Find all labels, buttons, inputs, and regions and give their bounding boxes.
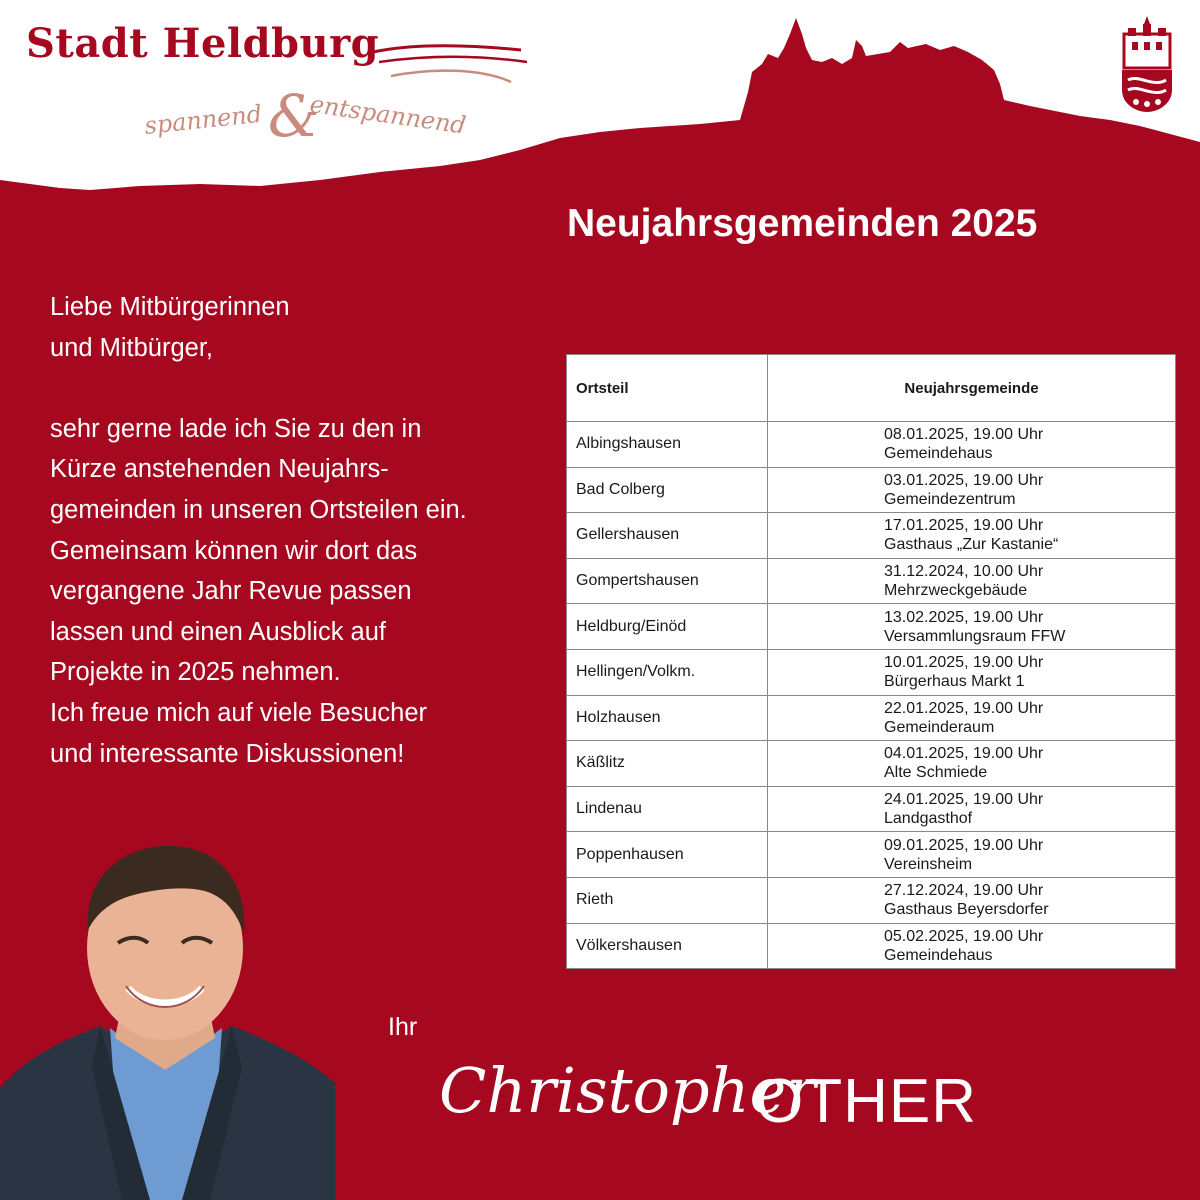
signature-surname: OTHER [755, 1067, 977, 1136]
event-date: 04.01.2025, 19.00 Uhr [884, 745, 1044, 763]
salutation-line-1: Liebe Mitbürgerinnen [50, 293, 290, 321]
ortsteil-cell: Lindenau [567, 786, 768, 832]
event-date: 09.01.2025, 19.00 Uhr [884, 836, 1044, 854]
event-venue: Gasthaus „Zur Kastanie“ [884, 536, 1059, 554]
event-venue: Gemeindezentrum [884, 490, 1016, 508]
ortsteil-cell: Käßlitz [567, 741, 768, 787]
event-venue: Gemeindehaus [884, 946, 993, 964]
event-venue: Vereinsheim [884, 855, 973, 873]
tagline-right: entspannend [308, 90, 468, 140]
table-row [567, 923, 1176, 969]
events-table [566, 354, 1176, 969]
event-date: 24.01.2025, 19.00 Uhr [884, 791, 1044, 809]
signature [435, 1032, 816, 1147]
table-row [567, 695, 1176, 741]
event-cell [768, 513, 1176, 559]
table-row [567, 877, 1176, 923]
logo-swoosh [371, 42, 531, 92]
event-date: 03.01.2025, 19.00 Uhr [884, 471, 1044, 489]
event-venue: Gasthaus Beyersdorfer [884, 901, 1049, 919]
event-cell [768, 923, 1176, 969]
town-crest-icon [1118, 14, 1176, 114]
tagline-amp: & [268, 82, 320, 150]
column-header-neujahrsgemeinde: Neujahrsgemeinde [768, 355, 1176, 422]
event-cell [768, 467, 1176, 513]
event-cell [768, 832, 1176, 878]
event-date: 08.01.2025, 19.00 Uhr [884, 426, 1044, 444]
salutation-line-2: und Mitbürger, [50, 333, 214, 362]
event-date: 10.01.2025, 19.00 Uhr [884, 654, 1044, 672]
ortsteil-cell: Holzhausen [567, 695, 768, 741]
page-title: Neujahrsgemeinden 2025 [567, 202, 1038, 245]
event-date: 31.12.2024, 10.00 Uhr [884, 563, 1044, 581]
logo-title: Stadt Heldburg [26, 20, 380, 67]
event-date: 22.01.2025, 19.00 Uhr [884, 699, 1044, 717]
table-row [567, 786, 1176, 832]
table-row [567, 422, 1176, 468]
letter-line: gemeinden in unseren Ortsteilen ein. [50, 495, 467, 524]
event-cell [768, 877, 1176, 923]
table-row [567, 649, 1176, 695]
event-venue: Mehrzweckgebäude [884, 582, 1028, 600]
signature-text: Christopher [439, 1054, 816, 1127]
table-row [567, 741, 1176, 787]
event-cell [768, 741, 1176, 787]
table-row [567, 467, 1176, 513]
ortsteil-cell: Rieth [567, 877, 768, 923]
ortsteil-cell: Albingshausen [567, 422, 768, 468]
event-venue: Gemeindehaus [884, 445, 993, 463]
tagline-left: spannend [143, 99, 264, 140]
event-date: 27.12.2024, 19.00 Uhr [884, 882, 1044, 900]
invitation-letter [50, 287, 550, 774]
event-venue: Alte Schmiede [884, 764, 988, 782]
event-cell [768, 604, 1176, 650]
table-row [567, 604, 1176, 650]
letter-line: Kürze anstehenden Neujahrs- [50, 455, 389, 484]
table-row [567, 832, 1176, 878]
ortsteil-cell: Hellingen/Volkm. [567, 649, 768, 695]
event-cell [768, 558, 1176, 604]
table-row [567, 558, 1176, 604]
letter-line: lassen und einen Ausblick auf [50, 617, 386, 646]
ortsteil-cell: Bad Colberg [567, 467, 768, 513]
events-table-container [566, 354, 1175, 969]
column-header-ortsteil: Ortsteil [567, 355, 768, 422]
event-venue: Versammlungsraum FFW [884, 627, 1066, 645]
portrait-photo [0, 838, 335, 1200]
table-row [567, 513, 1176, 559]
event-cell [768, 422, 1176, 468]
event-venue: Bürgerhaus Markt 1 [884, 673, 1025, 691]
closing-ihr: Ihr [388, 1013, 418, 1041]
city-logo [26, 20, 526, 150]
letter-line: Ich freue mich auf viele Besucher [50, 698, 428, 727]
table-header-row [567, 355, 1176, 422]
event-venue: Gemeinderaum [884, 718, 995, 736]
letter-line: vergangene Jahr Revue passen [50, 577, 412, 606]
letter-line: sehr gerne lade ich Sie zu den in [50, 414, 422, 443]
event-cell [768, 649, 1176, 695]
ortsteil-cell: Gompertshausen [567, 558, 768, 604]
event-date: 17.01.2025, 19.00 Uhr [884, 517, 1044, 535]
event-date: 05.02.2025, 19.00 Uhr [884, 927, 1044, 945]
ortsteil-cell: Poppenhausen [567, 832, 768, 878]
event-venue: Landgasthof [884, 810, 973, 828]
letter-line: und interessante Diskussionen! [50, 739, 405, 768]
ortsteil-cell: Gellershausen [567, 513, 768, 559]
event-date: 13.02.2025, 19.00 Uhr [884, 608, 1044, 626]
event-cell [768, 786, 1176, 832]
letter-line: Projekte in 2025 nehmen. [50, 658, 341, 687]
letter-line: Gemeinsam können wir dort das [50, 536, 418, 565]
ortsteil-cell: Völkershausen [567, 923, 768, 969]
event-cell [768, 695, 1176, 741]
ortsteil-cell: Heldburg/Einöd [567, 604, 768, 650]
